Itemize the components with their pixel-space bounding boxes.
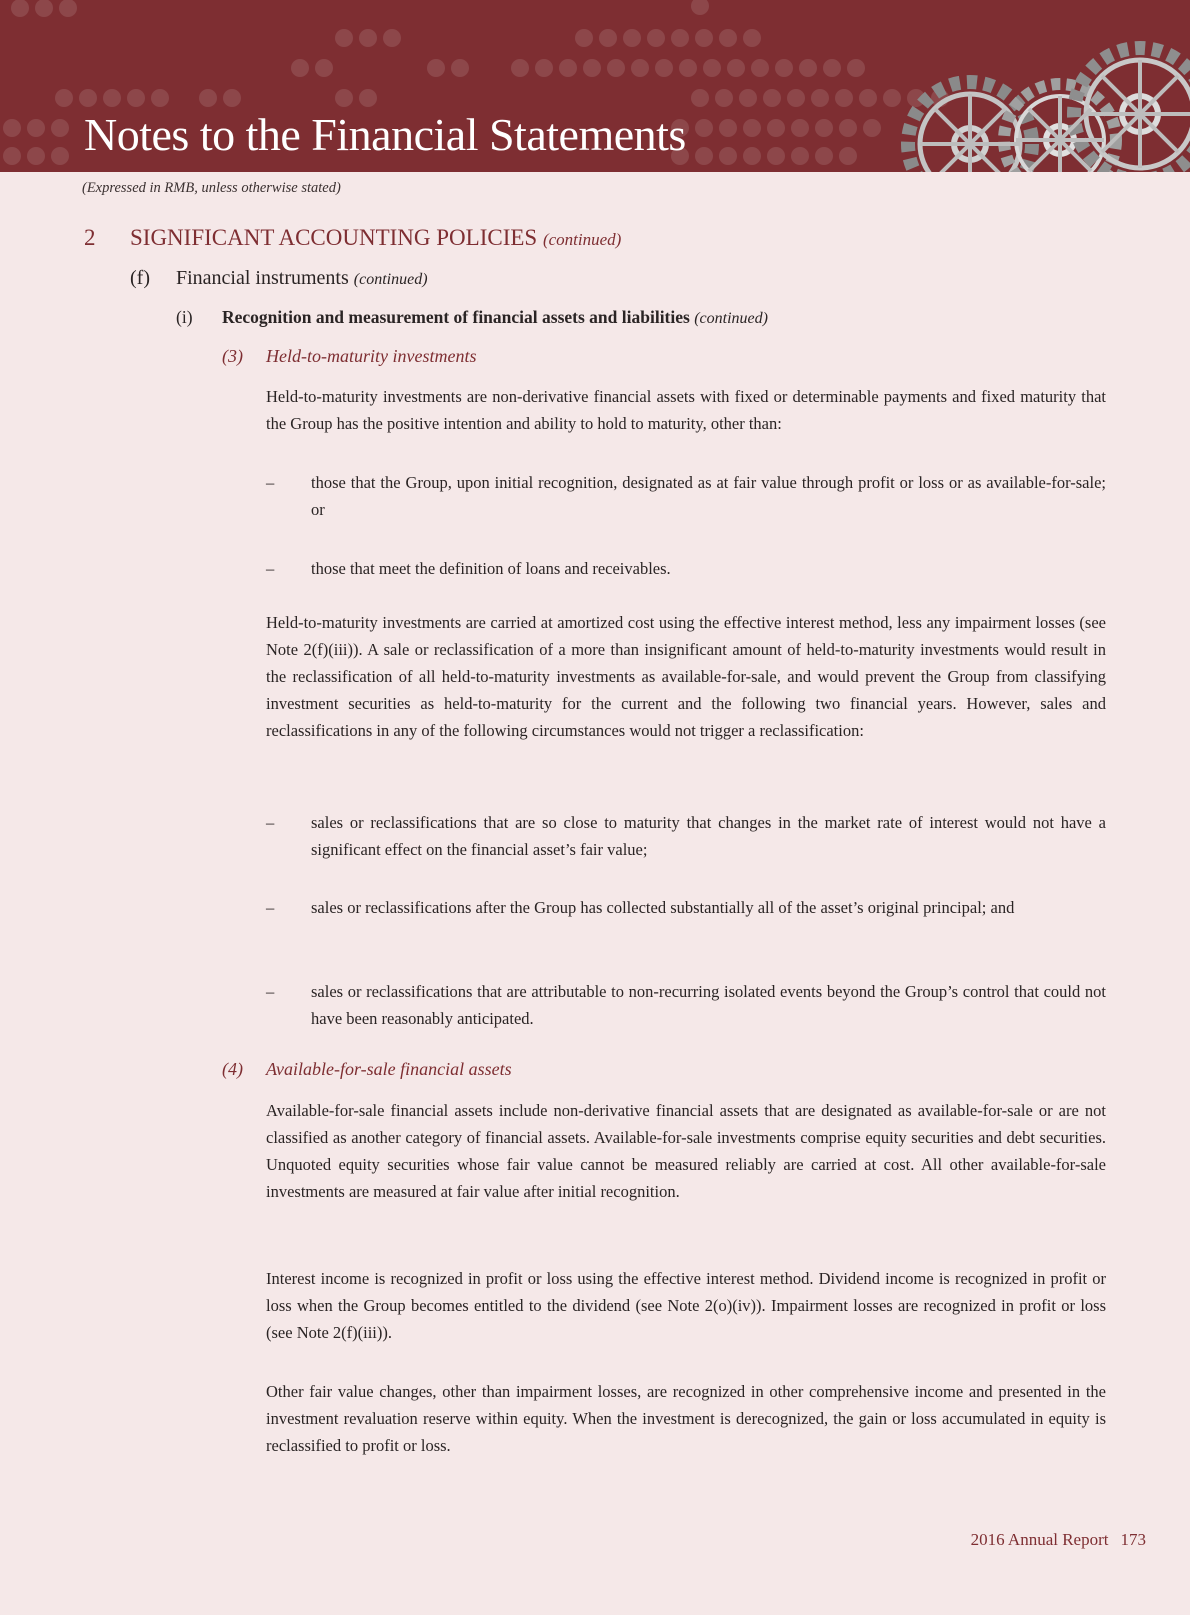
htm-intro-paragraph: Held-to-maturity investments are non-derivative financial assets with fixed or determinable payments and fixed maturity that the Group has the positive intention and ability to hold to maturity, other than: [266, 387, 1106, 433]
section-title: SIGNIFICANT ACCOUNTING POLICIES [130, 225, 538, 250]
htm-circumstance-item [266, 809, 1106, 863]
afs-heading [222, 1059, 512, 1080]
htm-circumstance-item [266, 894, 1106, 921]
subsection-title: Financial instruments [176, 267, 349, 289]
subsubsection-title: Recognition and measurement of financial assets and liabilities [222, 307, 690, 327]
subsubsection-number: (i) [176, 307, 193, 327]
subsubsection-continued: (continued) [694, 310, 768, 327]
afs-paragraph: Other fair value changes, other than impairment losses, are recognized in other comprehensive income and presented in the investment revaluation reserve within equity. When the investment is derecognized, the gain or loss accumulated in equity is reclassified to profit or loss. [266, 1382, 1106, 1455]
afs-title: Available-for-sale financial assets [266, 1059, 512, 1079]
bullet-text: sales or reclassifications after the Group has collected substantially all of the asset’s original principal; and [311, 898, 1015, 917]
gears-illustration [890, 40, 1190, 172]
bullet-text: those that the Group, upon initial recognition, designated as at fair value through profit or loss or as available-for-sale; or [311, 473, 1106, 519]
page-number: 173 [1120, 1530, 1146, 1549]
currency-note: (Expressed in RMB, unless otherwise stated) [82, 180, 341, 196]
dash-bullet: – [266, 473, 275, 492]
subsubsection-heading [176, 307, 768, 328]
subsection-continued: (continued) [353, 271, 428, 288]
htm-exclusion-item [266, 555, 1106, 582]
page-title: Notes to the Financial Statements [84, 109, 686, 160]
dash-bullet: – [266, 898, 275, 917]
htm-measurement-paragraph: Held-to-maturity investments are carried at amortized cost using the effective interest method, less any impairment losses (see Note 2(f)(iii)). A sale or reclassification of a more than insignificant amount of held-to-maturity investments would result in the reclassification of all held-to-maturity investments as available-for-sale, and would prevent the Group from classifying investment securities as held-to-maturity for the current and the following two financial years. However, sales and reclassifications in any of the following circumstances would not trigger a reclassification: [266, 613, 1106, 740]
afs-paragraph: Interest income is recognized in profit or loss using the effective interest method. Dividend income is recognized in profit or loss when the Group becomes entitled to the dividend (see Note 2(o)(iv)). Impairment losses are recognized in profit or loss (see Note 2(f)(iii)). [266, 1269, 1106, 1342]
section-heading [84, 225, 621, 251]
page-footer [971, 1530, 1146, 1550]
bullet-text: sales or reclassifications that are so close to maturity that changes in the market rate of interest would not have a significant effect on the financial asset’s fair value; [311, 813, 1106, 859]
afs-paragraph: Available-for-sale financial assets include non-derivative financial assets that are designated as available-for-sale or are not classified as another category of financial assets. Available-for-sale investments comprise equity securities and debt securities. Unquoted equity securities whose fair value cannot be measured reliably are carried at cost. All other available-for-sale investments are measured at fair value after initial recognition. [266, 1101, 1106, 1201]
bullet-text: those that meet the definition of loans and receivables. [311, 559, 671, 578]
dash-bullet: – [266, 813, 275, 832]
header-banner [0, 0, 1190, 172]
htm-title: Held-to-maturity investments [266, 346, 477, 366]
htm-heading [222, 346, 476, 367]
section-number: 2 [84, 225, 96, 250]
afs-number: (4) [222, 1059, 243, 1079]
subsection-number: (f) [130, 267, 150, 289]
section-continued: (continued) [542, 230, 622, 249]
htm-number: (3) [222, 346, 243, 366]
htm-circumstance-item [266, 978, 1106, 1032]
htm-exclusion-item [266, 469, 1106, 523]
subsection-heading [130, 267, 428, 290]
dash-bullet: – [266, 982, 275, 1001]
dash-bullet: – [266, 559, 275, 578]
bullet-text: sales or reclassifications that are attributable to non-recurring isolated events beyond the Group’s control that could not have been reasonably anticipated. [311, 982, 1106, 1028]
report-name: 2016 Annual Report [970, 1530, 1109, 1549]
